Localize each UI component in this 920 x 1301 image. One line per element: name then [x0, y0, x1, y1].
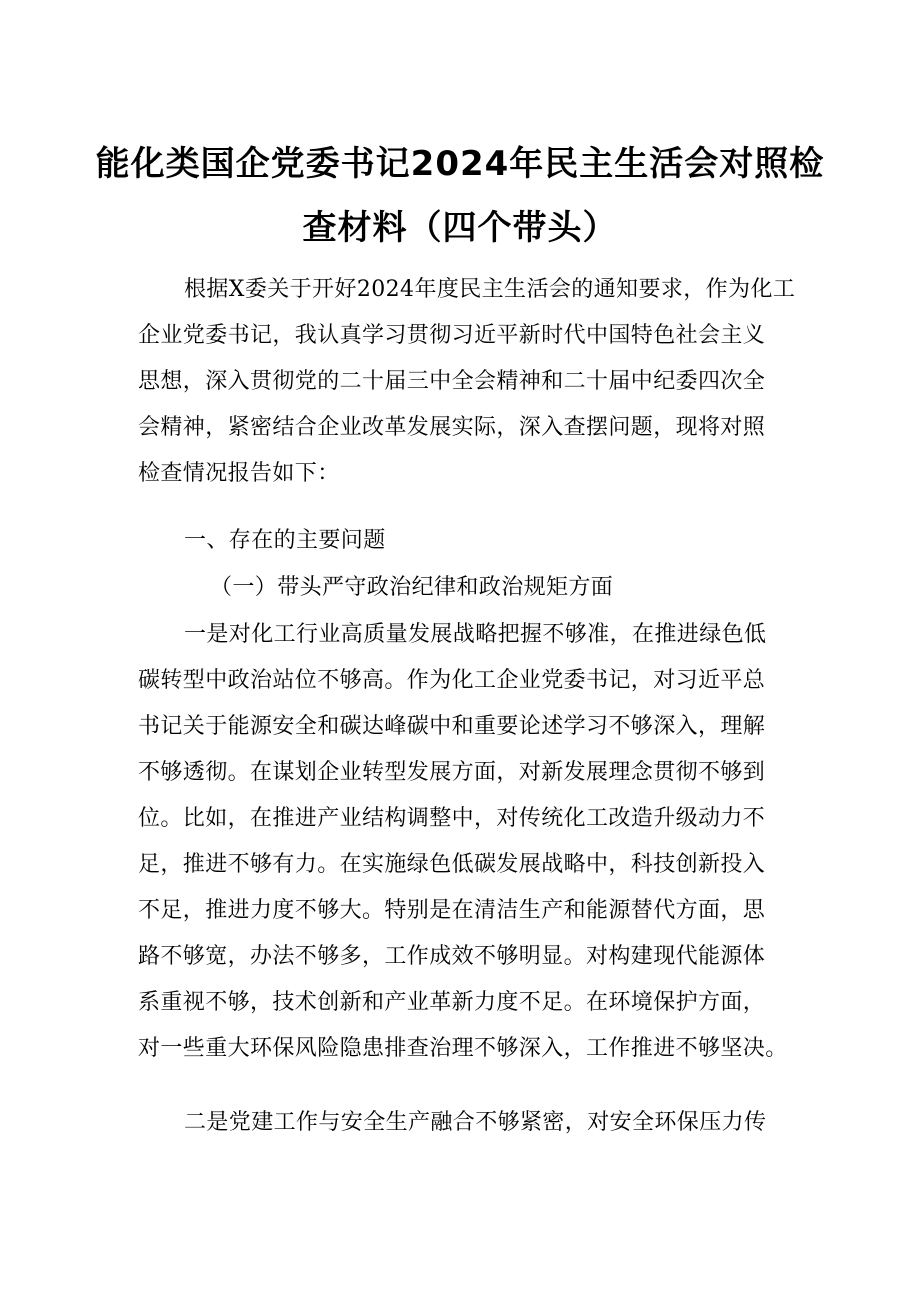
subsection-heading — [138, 565, 798, 611]
paragraph-line: 对一些重大环保风险隐患排查治理不够深入，工作推进不够坚决。 — [138, 1036, 788, 1061]
paragraph-line: 不足，推进力度不够大。特别是在清洁生产和能源替代方面，思 — [138, 898, 766, 923]
paragraph-line: 根据X委关于开好2024年度民主生活会的通知要求，作为化工 — [184, 277, 796, 302]
paragraph-line: 路不够宽，办法不够多，工作成效不够明显。对构建现代能源体 — [138, 944, 766, 969]
paragraph-line: 碳转型中政治站位不够高。作为化工企业党委书记，对习近平总 — [138, 668, 766, 693]
subsection-heading-text: （一）带头严守政治纪律和政治规矩方面 — [210, 575, 614, 600]
intro-paragraph — [138, 267, 798, 497]
paragraph-line: 一是对化工行业高质量发展战略把握不够准，在推进绿色低 — [184, 622, 767, 647]
paragraph-line: 会精神，紧密结合企业改革发展实际，深入查摆问题，现将对照 — [138, 415, 766, 440]
document-title-line-2: 查材料（四个带头） — [302, 208, 618, 248]
section-heading-text: 一、存在的主要问题 — [184, 528, 386, 553]
paragraph-line: 系重视不够，技术创新和产业革新力度不足。在环境保护方面， — [138, 990, 766, 1015]
document-title-line-1: 能化类国企党委书记2024年民主生活会对照检 — [95, 144, 825, 184]
paragraph-line: 思想，深入贯彻党的二十届三中全会精神和二十届中纪委四次全 — [138, 369, 766, 394]
paragraph-line: 企业党委书记，我认真学习贯彻习近平新时代中国特色社会主义 — [138, 323, 766, 348]
paragraph-line: 足，推进不够有力。在实施绿色低碳发展战略中，科技创新投入 — [138, 852, 766, 877]
paragraph-line: 位。比如，在推进产业结构调整中，对传统化工改造升级动力不 — [138, 806, 766, 831]
paragraph-line: 不够透彻。在谋划企业转型发展方面，对新发展理念贯彻不够到 — [138, 760, 766, 785]
paragraph-line: 检查情况报告如下： — [138, 461, 340, 486]
paragraph-line: 二是党建工作与安全生产融合不够紧密，对安全环保压力传 — [184, 1110, 767, 1135]
point-one-paragraph — [138, 612, 798, 1072]
paragraph-line: 书记关于能源安全和碳达峰碳中和重要论述学习不够深入，理解 — [138, 714, 766, 739]
point-two-paragraph — [138, 1100, 798, 1146]
section-heading — [138, 518, 798, 564]
